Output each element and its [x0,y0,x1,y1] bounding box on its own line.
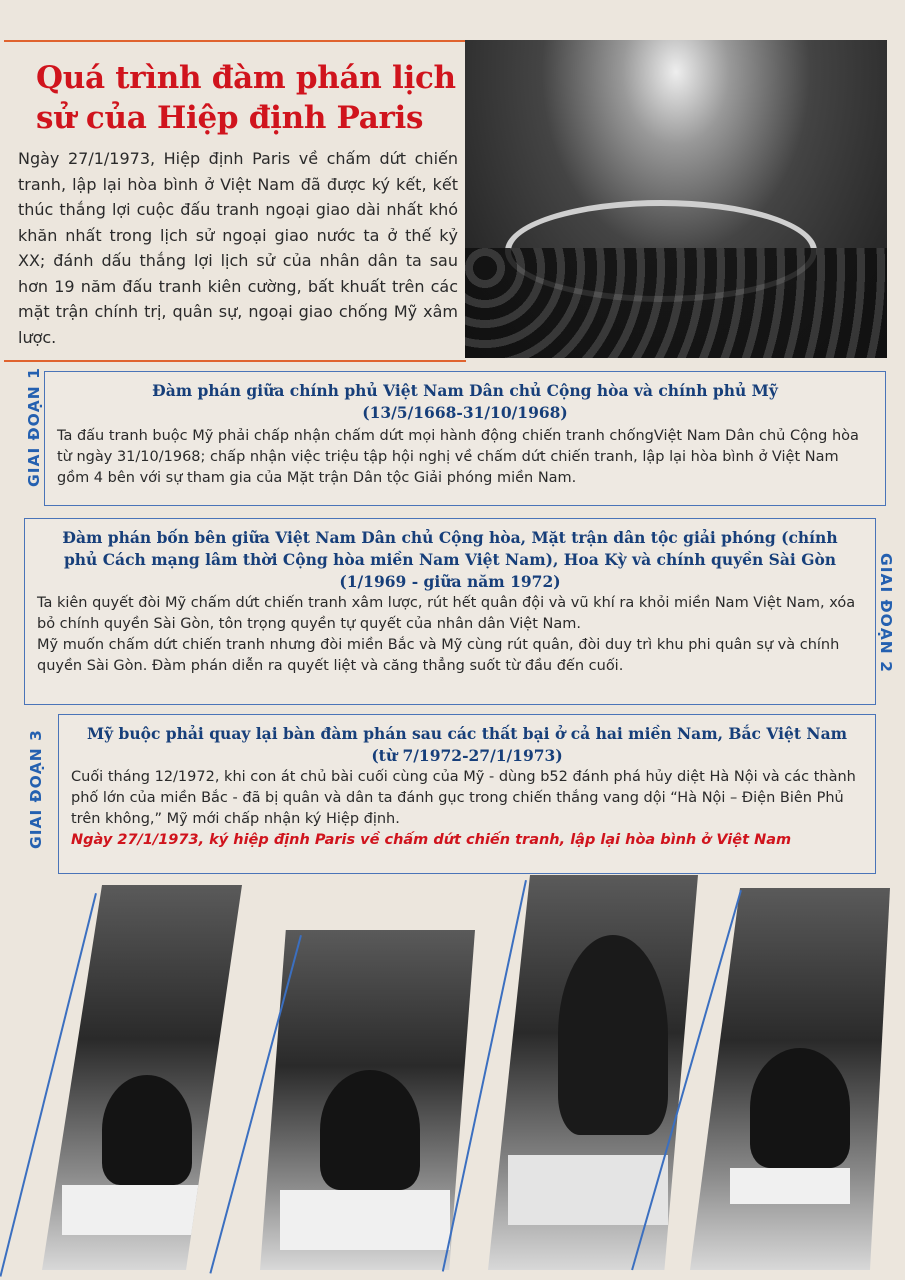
delegate-figure [750,1048,850,1168]
phase-2-body-2: Mỹ muốn chấm dứt chiến tranh nhưng đòi miền Bắc và Mỹ cùng rút quân, đòi duy trì khu phi quân sự và chính quyền Sài Gòn. Đàm phán diễn ra quyết liệt và căng thẳng suốt từ đầu đến cuối. [37,637,840,674]
phase-3-box [58,714,876,874]
nameplate [730,1168,850,1204]
delegate-figure [558,935,668,1135]
page-title: Quá trình đàm phán lịch sử của Hiệp định Paris [36,60,456,136]
phase-2-dates: (1/1969 - giữa năm 1972) [339,572,561,591]
intro-paragraph: Ngày 27/1/1973, Hiệp định Paris về chấm dứt chiến tranh, lập lại hòa bình ở Việt Nam đã được ký kết, kết thúc thắng lợi cuộc đấu tranh ngoại giao dài nhất khó khăn nhất trong lịch sử ngoại giao nước ta ở thế kỷ XX; đánh dấu thắng lợi lịch sử của nhân dân ta sau hơn 19 năm đấu tranh kiên cường, bất khuất trên các mặt trận chính trị, quân sự, ngoại giao chống Mỹ xâm lược. [18,149,458,347]
phase-1-box [44,371,886,506]
phase-3-body: Cuối tháng 12/1972, khi con át chủ bài cuối cùng của Mỹ - dùng b52 đánh phá hủy diệt Hà Nội và các thành phố lớn của miền Bắc - đã bị quân và dân ta đánh gục trong chiến thắng vang dội “Hà Nội – Điện Biên Phủ trên không,” Mỹ mới chấp nhận ký Hiệp định. [71,769,856,827]
phase-1-label: GIAI ĐOẠN 1 [25,367,43,487]
delegate-figure [102,1075,192,1185]
document-sheet [508,1155,668,1225]
signing-photo-3 [488,875,698,1270]
document-sheet [280,1190,450,1250]
phase-2-label: GIAI ĐOẠN 2 [877,553,895,673]
delegate-figure [320,1070,420,1190]
top-divider [4,40,466,42]
phase-1-body: Ta đấu tranh buộc Mỹ phải chấp nhận chấm dứt mọi hành động chiến tranh chốngViệt Nam Dân chủ Cộng hòa từ ngày 31/10/1968; chấp nhận việc triệu tập hội nghị về chấm dứt chiến tranh, lập lại hòa bình ở Việt Nam gồm 4 bên với sự tham gia của Mặt trận Dân tộc Giải phóng miền Nam. [57,428,859,486]
signing-photo-4 [690,888,890,1270]
signing-photo-1 [42,885,242,1270]
conference-hall-photo [465,40,887,358]
signing-photo-2 [260,930,475,1270]
document-sheet [62,1185,202,1235]
phase-1-dates: (13/5/1668-31/10/1968) [362,403,568,422]
phase-2-body: Ta kiên quyết đòi Mỹ chấm dứt chiến tranh xâm lược, rút hết quân đội và vũ khí ra khỏi miền Nam Việt Nam, xóa bỏ chính quyền Sài Gòn, tôn trọng quyền tự quyết của nhân dân Việt Nam. [37,595,856,632]
phase-2-box [24,518,876,705]
phase-3-label: GIAI ĐOẠN 3 [27,729,45,849]
phase-3-highlight: Ngày 27/1/1973, ký hiệp định Paris về chấm dứt chiến tranh, lập lại hòa bình ở Việt Nam [71,832,792,848]
phase-3-dates: (từ 7/1972-27/1/1973) [371,746,563,765]
phase-2-title: Đàm phán bốn bên giữa Việt Nam Dân chủ Cộng hòa, Mặt trận dân tộc giải phóng (chính phủ Cách mạng lâm thời Cộng hòa miền Nam Việt Nam), Hoa Kỳ và chính quyền Sài Gòn [62,528,838,569]
phase-1-title: Đàm phán giữa chính phủ Việt Nam Dân chủ Cộng hòa và chính phủ Mỹ [152,381,778,400]
delegates-crowd [465,248,887,358]
phase-3-title: Mỹ buộc phải quay lại bàn đàm phán sau các thất bại ở cả hai miền Nam, Bắc Việt Nam [86,724,848,743]
intro-divider [4,360,466,362]
